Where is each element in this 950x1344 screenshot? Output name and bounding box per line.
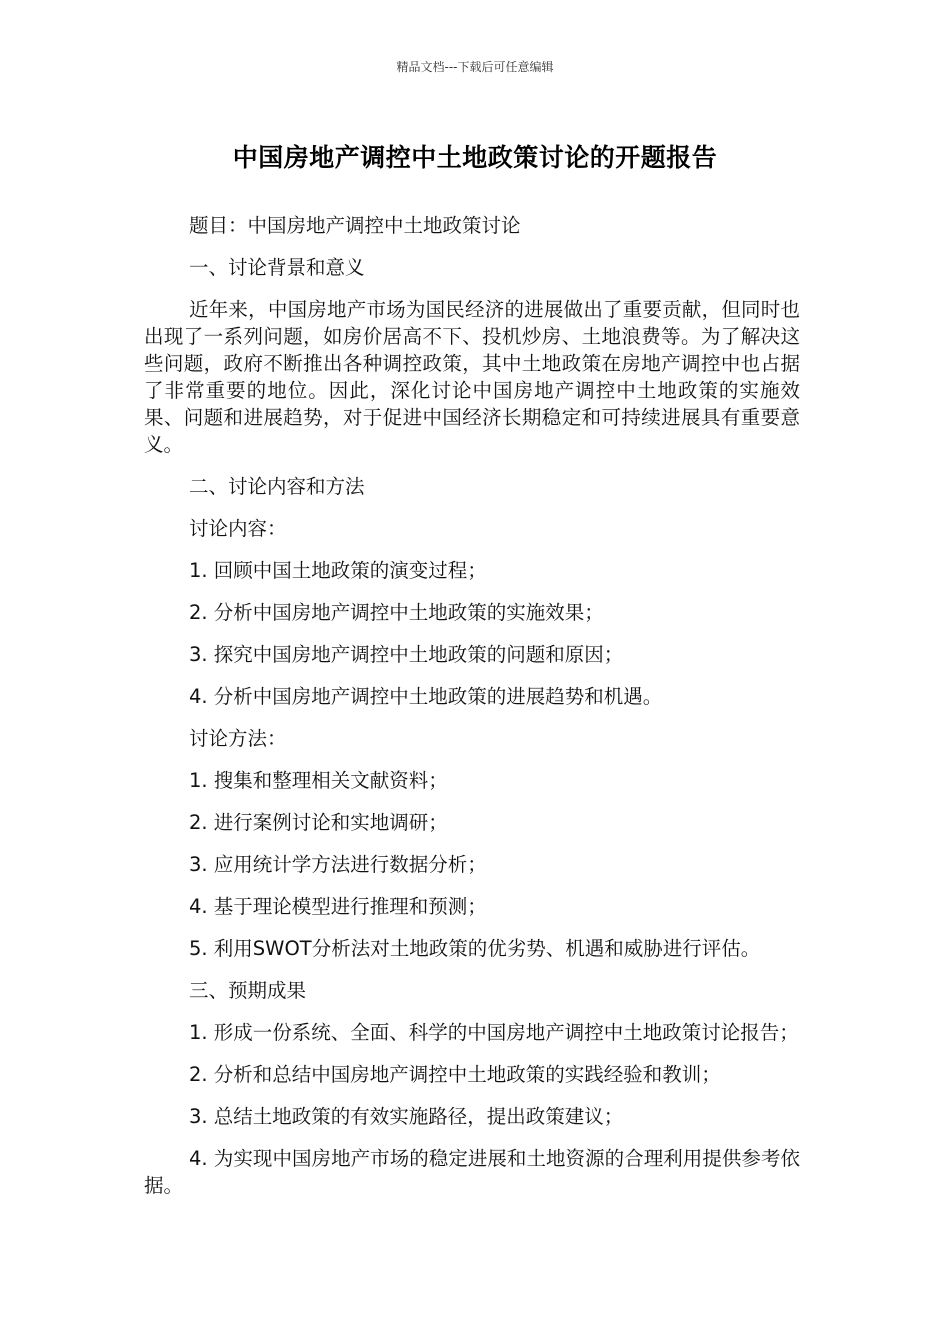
outcome-item-2: 2. 分析和总结中国房地产调控中土地政策的实践经验和教训；: [189, 1063, 721, 1086]
document-body: [144, 212, 800, 1214]
subheading-method: 讨论方法：: [189, 727, 287, 750]
outcome-item-3: 3. 总结土地政策的有效实施路径，提出政策建议；: [189, 1105, 624, 1128]
topic-line: 题目：中国房地产调控中土地政策讨论: [189, 214, 521, 237]
header-note: 精品文档---下载后可任意编辑: [396, 60, 554, 74]
method-item-5: 5. 利用SWOT分析法对土地政策的优劣势、机遇和威胁进行评估。: [189, 937, 761, 960]
outcome-item-1: 1. 形成一份系统、全面、科学的中国房地产调控中土地政策讨论报告；: [189, 1021, 799, 1044]
section-heading-outcomes: 三、预期成果: [189, 979, 307, 1002]
content-item-2: 2. 分析中国房地产调控中土地政策的实施效果；: [189, 601, 604, 624]
content-item-4: 4. 分析中国房地产调控中土地政策的进展趋势和机遇。: [189, 685, 663, 708]
method-item-2: 2. 进行案例讨论和实地调研；: [189, 811, 448, 834]
subheading-content: 讨论内容：: [189, 517, 287, 540]
method-item-1: 1. 搜集和整理相关文献资料；: [189, 769, 448, 792]
outcome-item-4: 4. 为实现中国房地产市场的稳定进展和土地资源的合理利用提供参考依据。: [144, 1147, 800, 1197]
content-item-3: 3. 探究中国房地产调控中土地政策的问题和原因；: [189, 643, 624, 666]
content-item-1: 1. 回顾中国土地政策的演变过程；: [189, 559, 487, 582]
document-title: 中国房地产调控中土地政策讨论的开题报告: [232, 143, 718, 172]
section-heading-content-method: 二、讨论内容和方法: [189, 475, 365, 498]
method-item-4: 4. 基于理论模型进行推理和预测；: [189, 895, 487, 918]
method-item-3: 3. 应用统计学方法进行数据分析；: [189, 853, 487, 876]
section-heading-background: 一、讨论背景和意义: [189, 256, 365, 279]
background-paragraph: 近年来，中国房地产市场为国民经济的进展做出了重要贡献，但同时也出现了一系列问题，如房价居高不下、投机炒房、土地浪费等。为了解决这些问题，政府不断推出各种调控政策，其中土地政策在房地产调控中也占据了非常重要的地位。因此，深化讨论中国房地产调控中土地政策的实施效果、问题和进展趋势，对于促进中国经济长期稳定和可持续进展具有重要意义。: [144, 298, 800, 456]
